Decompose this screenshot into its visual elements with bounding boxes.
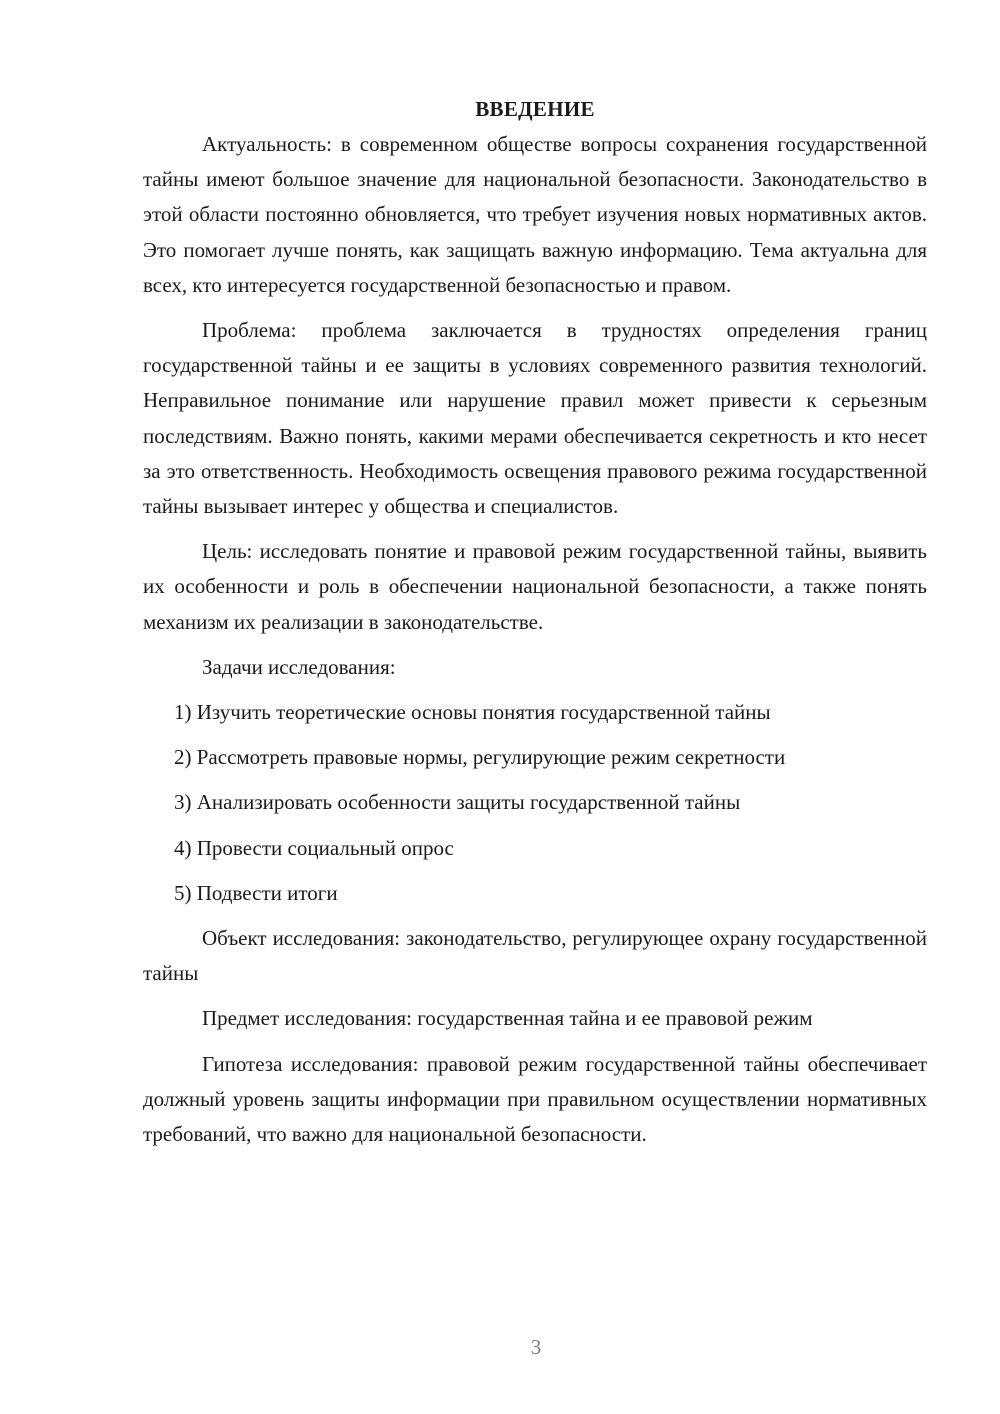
- page-title: ВВЕДЕНИЕ: [475, 97, 595, 121]
- paragraph-relevance: Актуальность: в современном обществе вопросы сохранения государственной тайны имеют большое значение для национальной безопасности. Законодательство в этой области постоянно обновляется, что требует изучения новых нормативных актов. Это помогает лучше понять, как защищать важную информацию. Тема актуальна для всех, кто интересуется государственной безопасностью и правом.: [143, 132, 927, 297]
- page-number: 3: [530, 1335, 542, 1359]
- paragraph-hypothesis: Гипотеза исследования: правовой режим государственной тайны обеспечивает должный уровень защиты информации при правильном осуществлении нормативных требований, что важно для национальной безопасности.: [143, 1051, 927, 1147]
- tasks-list: [143, 695, 927, 911]
- list-item: 5) Подвести итоги: [174, 880, 338, 905]
- list-item: 3) Анализировать особенности защиты государственной тайны: [174, 790, 741, 815]
- tasks-heading: Задачи исследования:: [202, 654, 396, 679]
- list-item: 2) Рассмотреть правовые нормы, регулирующие режим секретности: [174, 745, 786, 770]
- page-content: [143, 92, 927, 1152]
- paragraph-goal: Цель: исследовать понятие и правовой режим государственной тайны, выявить их особенности и роль в обеспечении национальной безопасности, а также понять механизм их реализации в законодательстве.: [143, 539, 927, 634]
- paragraph-problem: Проблема: проблема заключается в трудностях определения границ государственной тайны и ее защиты в условиях современного развития технологий. Неправильное понимание или нарушение правил может привести к серьезным последствиям. Важно понять, какими мерами обеспечивается секретность и кто несет за это ответственность. Необходимость освещения правового режима государственной тайны вызывает интерес у общества и специалистов.: [143, 318, 927, 519]
- list-item: 4) Провести социальный опрос: [174, 835, 454, 860]
- paragraph-object: Объект исследования: законодательство, регулирующее охрану государственной тайны: [143, 926, 927, 986]
- list-item: 1) Изучить теоретические основы понятия государственной тайны: [174, 700, 771, 725]
- paragraph-subject: Предмет исследования: государственная тайна и ее правовой режим: [202, 1006, 813, 1031]
